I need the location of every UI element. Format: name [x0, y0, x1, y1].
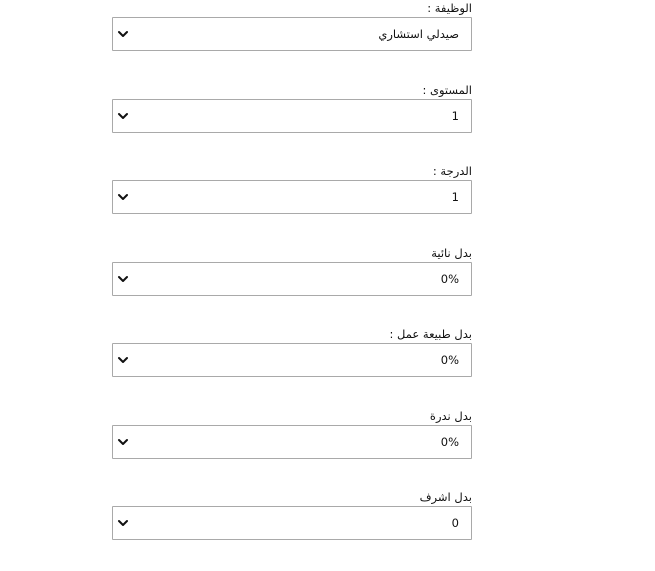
- work-nature-allowance-select[interactable]: [112, 343, 472, 377]
- field-grade: [112, 163, 472, 245]
- chevron-down-icon: [117, 273, 129, 285]
- work-nature-allowance-label: بدل طبيعة عمل :: [389, 327, 472, 341]
- chevron-down-icon: [117, 110, 129, 122]
- chevron-down-icon: [117, 191, 129, 203]
- remote-allowance-selected-value: 0%: [440, 271, 459, 286]
- supervision-allowance-label: بدل اشرف: [419, 490, 472, 504]
- level-select[interactable]: [112, 99, 472, 133]
- work-nature-allowance-selected-value: 0%: [440, 353, 459, 367]
- remote-allowance-label: بدل نائية: [431, 245, 472, 260]
- grade-select[interactable]: [112, 180, 472, 214]
- grade-label: الدرجة :: [432, 164, 472, 178]
- supervision-allowance-selected-value: 0: [451, 516, 459, 530]
- chevron-down-icon: [117, 517, 129, 529]
- grade-selected-value: 1: [451, 190, 459, 204]
- field-remote-allowance: [112, 245, 472, 327]
- allowance-form: [112, 0, 472, 571]
- remote-allowance-select[interactable]: [112, 262, 472, 296]
- field-scarcity-allowance: [112, 408, 472, 490]
- job-title-label: الوظيفة :: [427, 1, 472, 15]
- field-supervision-allowance: [112, 489, 472, 571]
- level-label: المستوى :: [422, 82, 472, 97]
- supervision-allowance-select[interactable]: [112, 506, 472, 540]
- field-job-title: [112, 0, 472, 82]
- scarcity-allowance-select[interactable]: [112, 425, 472, 459]
- level-selected-value: 1: [451, 108, 459, 123]
- chevron-down-icon: [117, 436, 129, 448]
- scarcity-allowance-selected-value: 0%: [440, 434, 459, 449]
- scarcity-allowance-label: بدل ندرة: [429, 408, 472, 423]
- chevron-down-icon: [117, 354, 129, 366]
- field-level: [112, 82, 472, 164]
- chevron-down-icon: [117, 28, 129, 40]
- job-title-selected-value: صيدلي استشاري: [378, 27, 459, 41]
- job-title-select[interactable]: [112, 17, 472, 51]
- field-work-nature-allowance: [112, 326, 472, 408]
